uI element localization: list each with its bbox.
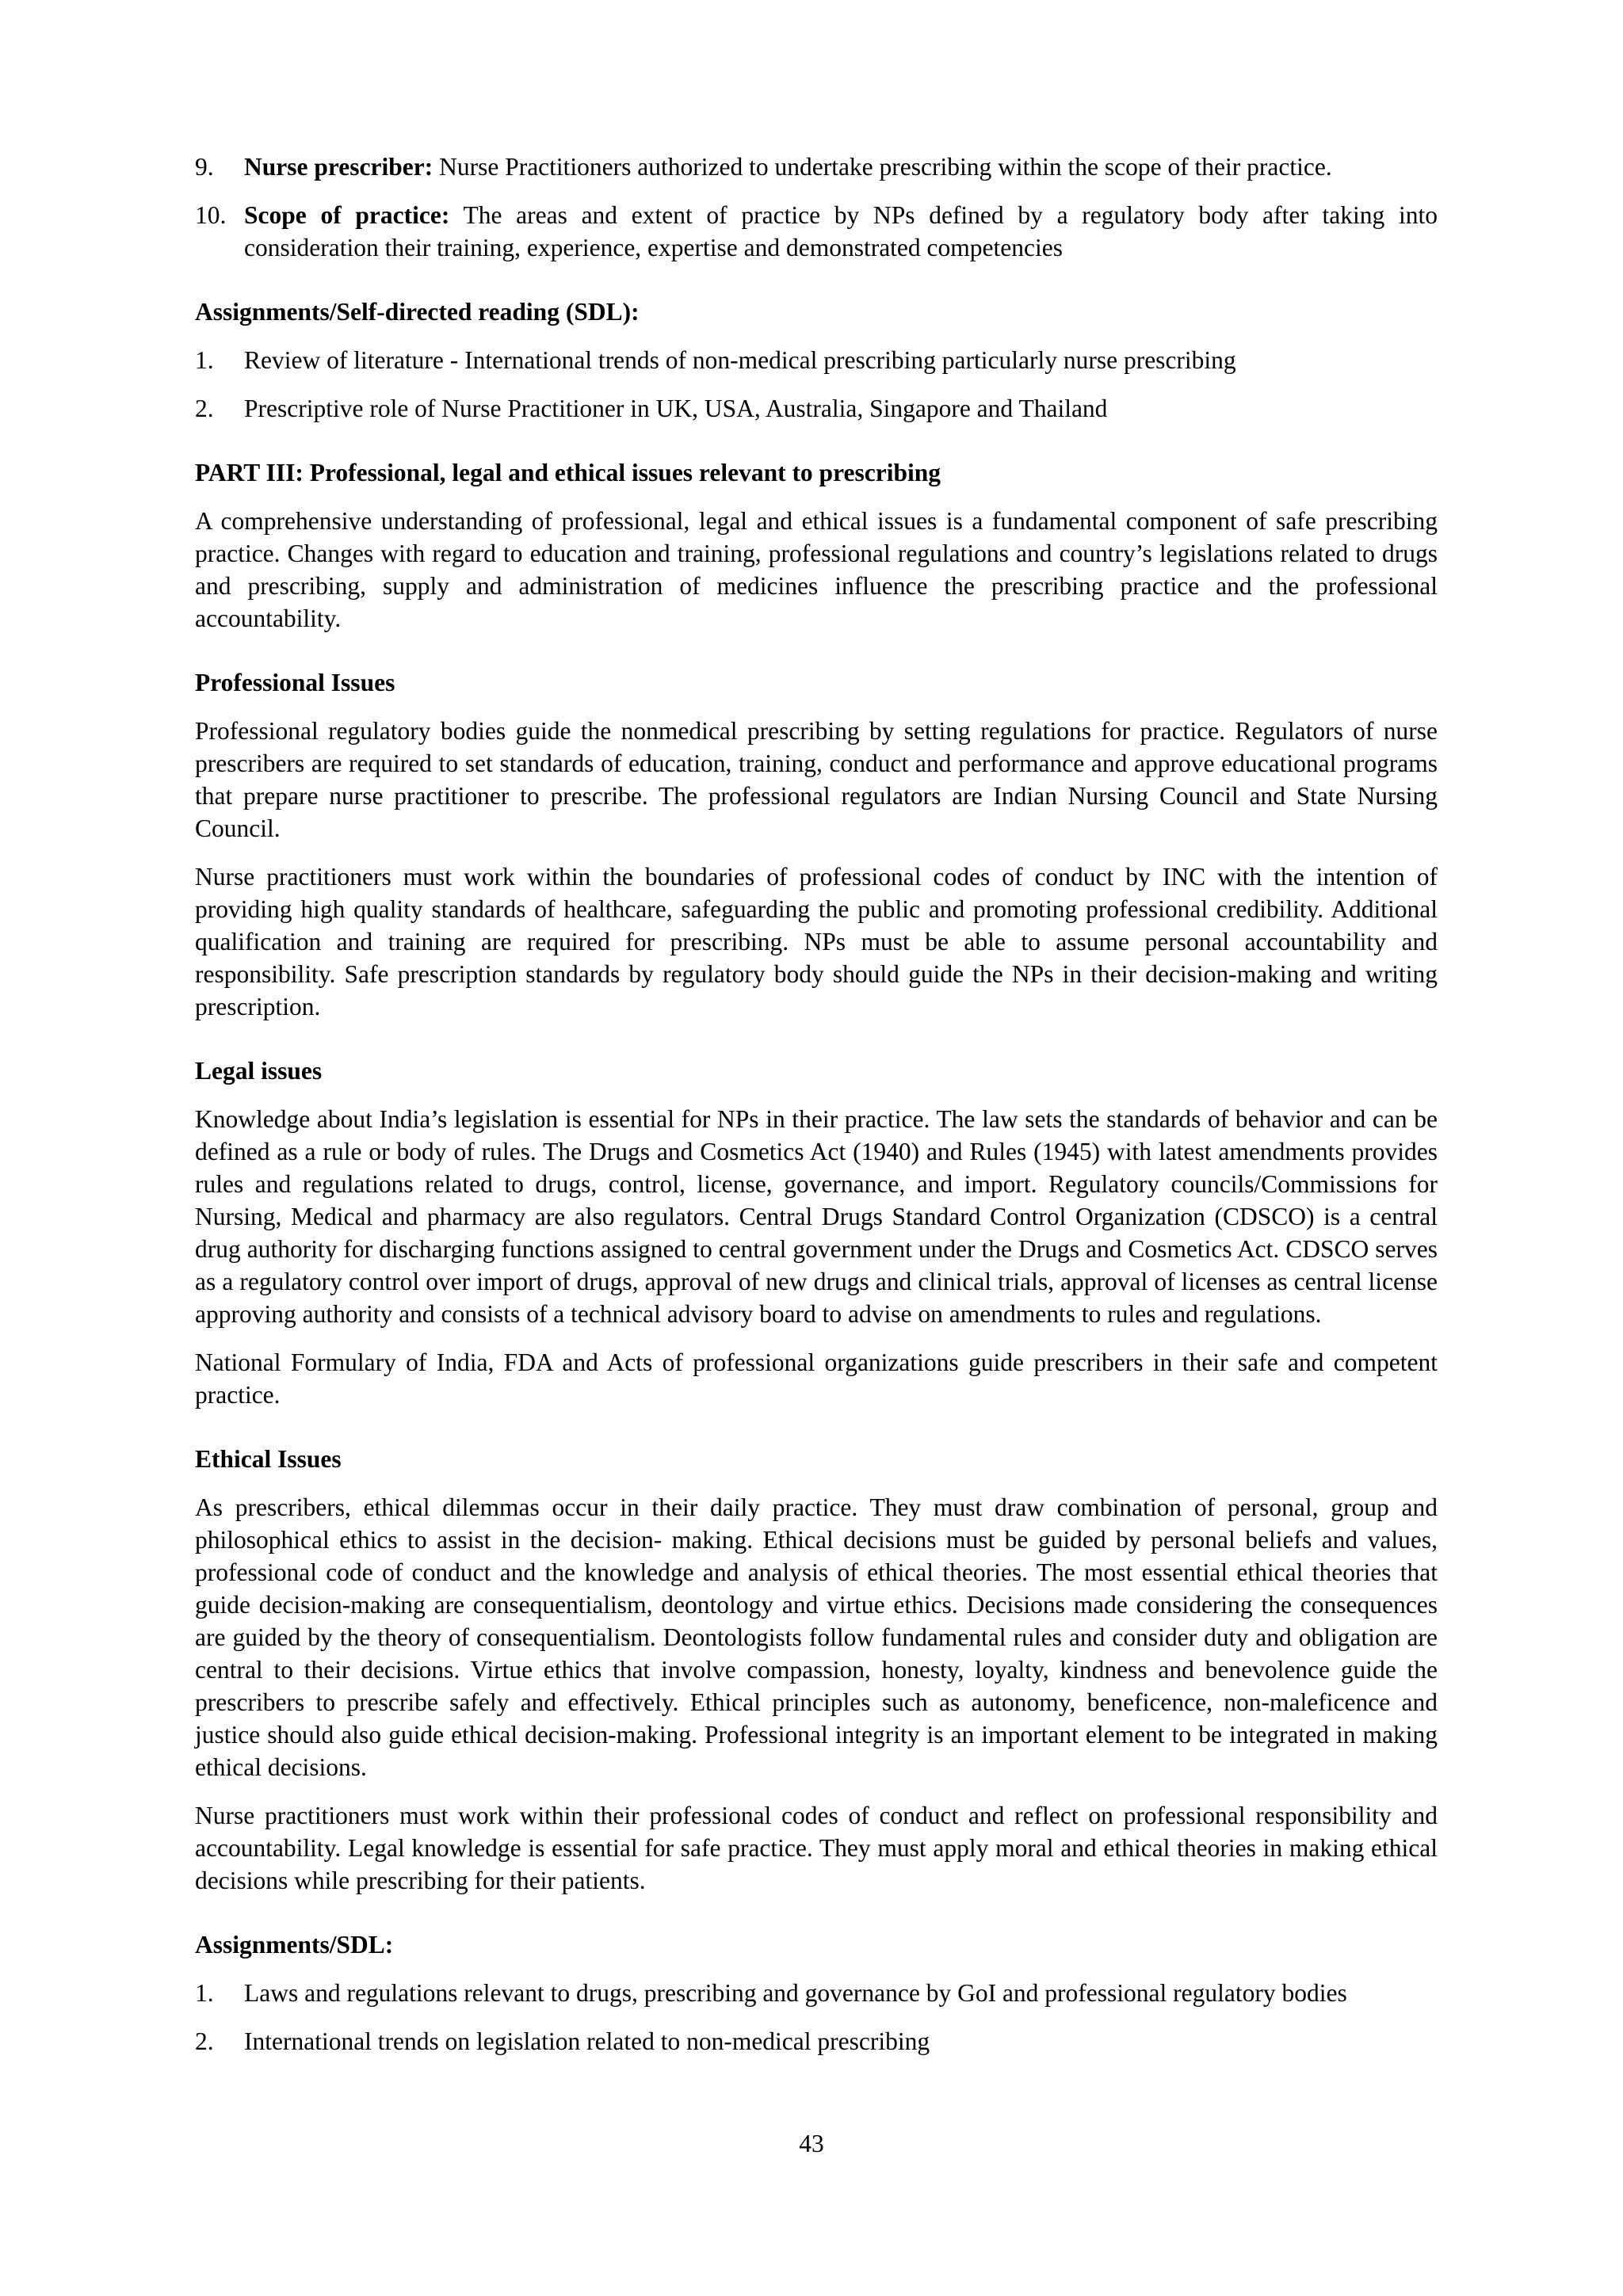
section-heading-professional: Professional Issues [195, 669, 395, 696]
section-heading-sdl: Assignments/SDL: [195, 1931, 394, 1958]
list-number: 1. [195, 1979, 214, 2007]
list-text: Review of literature - International trends of non-medical prescribing particularly nurse prescribing [244, 346, 1236, 374]
paragraph: Nurse practitioners must work within the boundaries of professional codes of conduct by INC with the intention of providing high quality standards of healthcare, safeguarding the public and promoting professional credibility. Additional qualification and training are required for prescribing. NPs must be able to assume personal accountability and responsibility. Safe prescription standards by regulatory body should guide the NPs in their decision-making and writing prescription. [195, 863, 1438, 1020]
document-page [195, 151, 1438, 2058]
paragraph: As prescribers, ethical dilemmas occur in their daily practice. They must draw combination of personal, group and philosophical ethics to assist in the decision- making. Ethical decisions must be guided by personal beliefs and values, professional code of conduct and the knowledge and analysis of ethical theories. The most essential ethical theories that guide decision-making are consequentialism, deontology and virtue ethics. Decisions made considering the consequences are guided by the theory of consequentialism. Deontologists follow fundamental rules and consider duty and obligation are central to their decisions. Virtue ethics that involve compassion, honesty, loyalty, kindness and benevolence guide the prescribers to prescribe safely and effectively. Ethical principles such as autonomy, beneficence, non-maleficence and justice should also guide ethical decision-making. Professional integrity is an important element to be integrated in making ethical decisions. [195, 1493, 1438, 1781]
definition-item [195, 199, 1438, 264]
list-item [195, 392, 1438, 425]
list-number: 2. [195, 2027, 214, 2055]
list-number: 10. [195, 201, 227, 229]
list-number: 1. [195, 346, 214, 374]
paragraph: Nurse practitioners must work within their professional codes of conduct and reflect on professional responsibility and accountability. Legal knowledge is essential for safe practice. They must apply moral and ethical theories in making ethical decisions while prescribing for their patients. [195, 1802, 1438, 1894]
definition-text: The areas and extent of practice by NPs defined by a regulatory body after taking into consideration their training, experience, expertise and demonstrated competencies [244, 201, 1438, 261]
list-item [195, 2025, 1438, 2058]
list-text: Prescriptive role of Nurse Practitioner in UK, USA, Australia, Singapore and Thailand [244, 395, 1108, 422]
list-text: International trends on legislation related to non-medical prescribing [244, 2027, 930, 2055]
definition-item [195, 151, 1438, 183]
section-heading-ethical: Ethical Issues [195, 1445, 342, 1473]
list-item [195, 1977, 1438, 2009]
definition-body [244, 199, 1438, 264]
paragraph: Professional regulatory bodies guide the nonmedical prescribing by setting regulations for practice. Regulators of nurse prescribers are required to set standards of education, training, conduct and performance and approve educational programs that prepare nurse practitioner to prescribe. The professional regulators are Indian Nursing Council and State Nursing Council. [195, 717, 1438, 842]
paragraph: National Formulary of India, FDA and Acts of professional organizations guide prescribers in their safe and competent practice. [195, 1348, 1438, 1409]
paragraph: A comprehensive understanding of professional, legal and ethical issues is a fundamental component of safe prescribing practice. Changes with regard to education and training, professional regulations and country’s legislations related to drugs and prescribing, supply and administration of medicines influence the prescribing practice and the professional accountability. [195, 507, 1438, 632]
list-item [195, 344, 1438, 376]
list-text: Laws and regulations relevant to drugs, prescribing and governance by GoI and professional regulatory bodies [244, 1979, 1347, 2007]
section-heading-legal: Legal issues [195, 1057, 323, 1085]
section-heading-sdl: Assignments/Self-directed reading (SDL): [195, 298, 640, 326]
definition-body [244, 151, 1438, 183]
list-number: 9. [195, 153, 214, 181]
definition-term: Scope of practice: [244, 201, 450, 229]
paragraph: Knowledge about India’s legislation is essential for NPs in their practice. The law sets the standards of behavior and can be defined as a rule or body of rules. The Drugs and Cosmetics Act (1940) and Rules (1945) with latest amendments provides rules and regulations related to drugs, control, license, governance, and import. Regulatory councils/Commissions for Nursing, Medical and pharmacy are also regulators. Central Drugs Standard Control Organization (CDSCO) is a central drug authority for discharging functions assigned to central government under the Drugs and Cosmetics Act. CDSCO serves as a regulatory control over import of drugs, approval of new drugs and clinical trials, approval of licenses as central license approving authority and consists of a technical advisory board to advise on amendments to rules and regulations. [195, 1105, 1438, 1328]
definition-text: Nurse Practitioners authorized to undertake prescribing within the scope of their practice. [433, 153, 1332, 181]
list-number: 2. [195, 395, 214, 422]
page-number: 43 [799, 2130, 824, 2157]
definition-term: Nurse prescriber: [244, 153, 433, 181]
part-heading: PART III: Professional, legal and ethical issues relevant to prescribing [195, 459, 941, 486]
